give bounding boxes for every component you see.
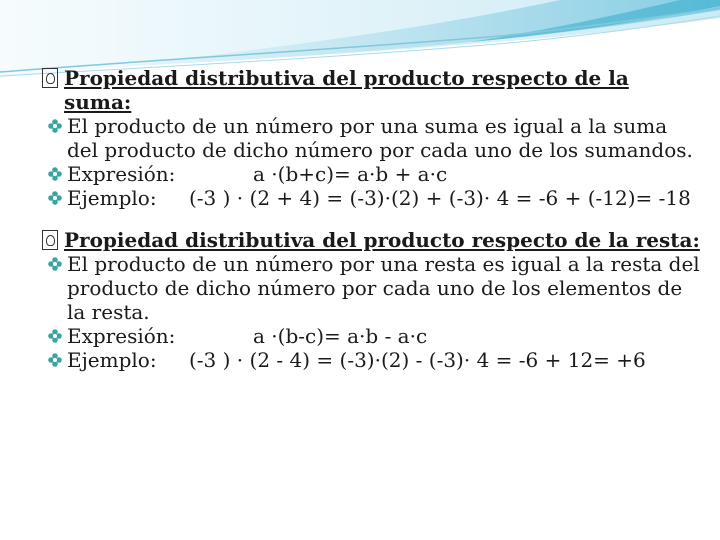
expression-item bbox=[42, 162, 702, 186]
section-resta bbox=[42, 228, 702, 372]
section-suma bbox=[42, 66, 702, 210]
heading-text: Propiedad distributiva del producto respecto de la suma: bbox=[64, 66, 629, 114]
section-heading bbox=[42, 66, 702, 114]
example-label: Ejemplo: bbox=[67, 186, 157, 210]
example-formula: (-3 ) · (2 + 4) = (-3)·(2) + (-3)· 4 = -6 + (-12)= -18 bbox=[189, 186, 691, 210]
definition-item bbox=[42, 252, 702, 324]
diamond-bullet-icon bbox=[48, 119, 62, 133]
definition-text: El producto de un número por una suma es igual a la suma del producto de dicho número por cada uno de los sumandos. bbox=[67, 114, 693, 162]
expression-formula: a ·(b-c)= a·b - a·c bbox=[253, 324, 428, 348]
expression-label: Expresión: bbox=[67, 324, 176, 348]
diamond-bullet-icon bbox=[48, 191, 62, 205]
expression-item bbox=[42, 324, 702, 348]
diamond-bullet-icon bbox=[48, 257, 62, 271]
diamond-bullet-icon bbox=[48, 353, 62, 367]
diamond-bullet-icon bbox=[48, 167, 62, 181]
expression-formula: a ·(b+c)= a·b + a·c bbox=[253, 162, 448, 186]
example-formula: (-3 ) · (2 - 4) = (-3)·(2) - (-3)· 4 = -6 + 12= +6 bbox=[189, 348, 646, 372]
example-label: Ejemplo: bbox=[67, 348, 157, 372]
example-item bbox=[42, 348, 702, 372]
missing-glyph-icon bbox=[42, 230, 58, 250]
heading-text: Propiedad distributiva del producto respecto de la resta: bbox=[64, 228, 700, 252]
slide-content bbox=[42, 66, 702, 372]
missing-glyph-icon bbox=[42, 68, 58, 88]
definition-item bbox=[42, 114, 702, 162]
section-heading bbox=[42, 228, 702, 252]
example-item bbox=[42, 186, 702, 210]
expression-label: Expresión: bbox=[67, 162, 176, 186]
diamond-bullet-icon bbox=[48, 329, 62, 343]
definition-text: El producto de un número por una resta es igual a la resta del producto de dicho número por cada uno de los elementos de la resta. bbox=[67, 252, 700, 324]
